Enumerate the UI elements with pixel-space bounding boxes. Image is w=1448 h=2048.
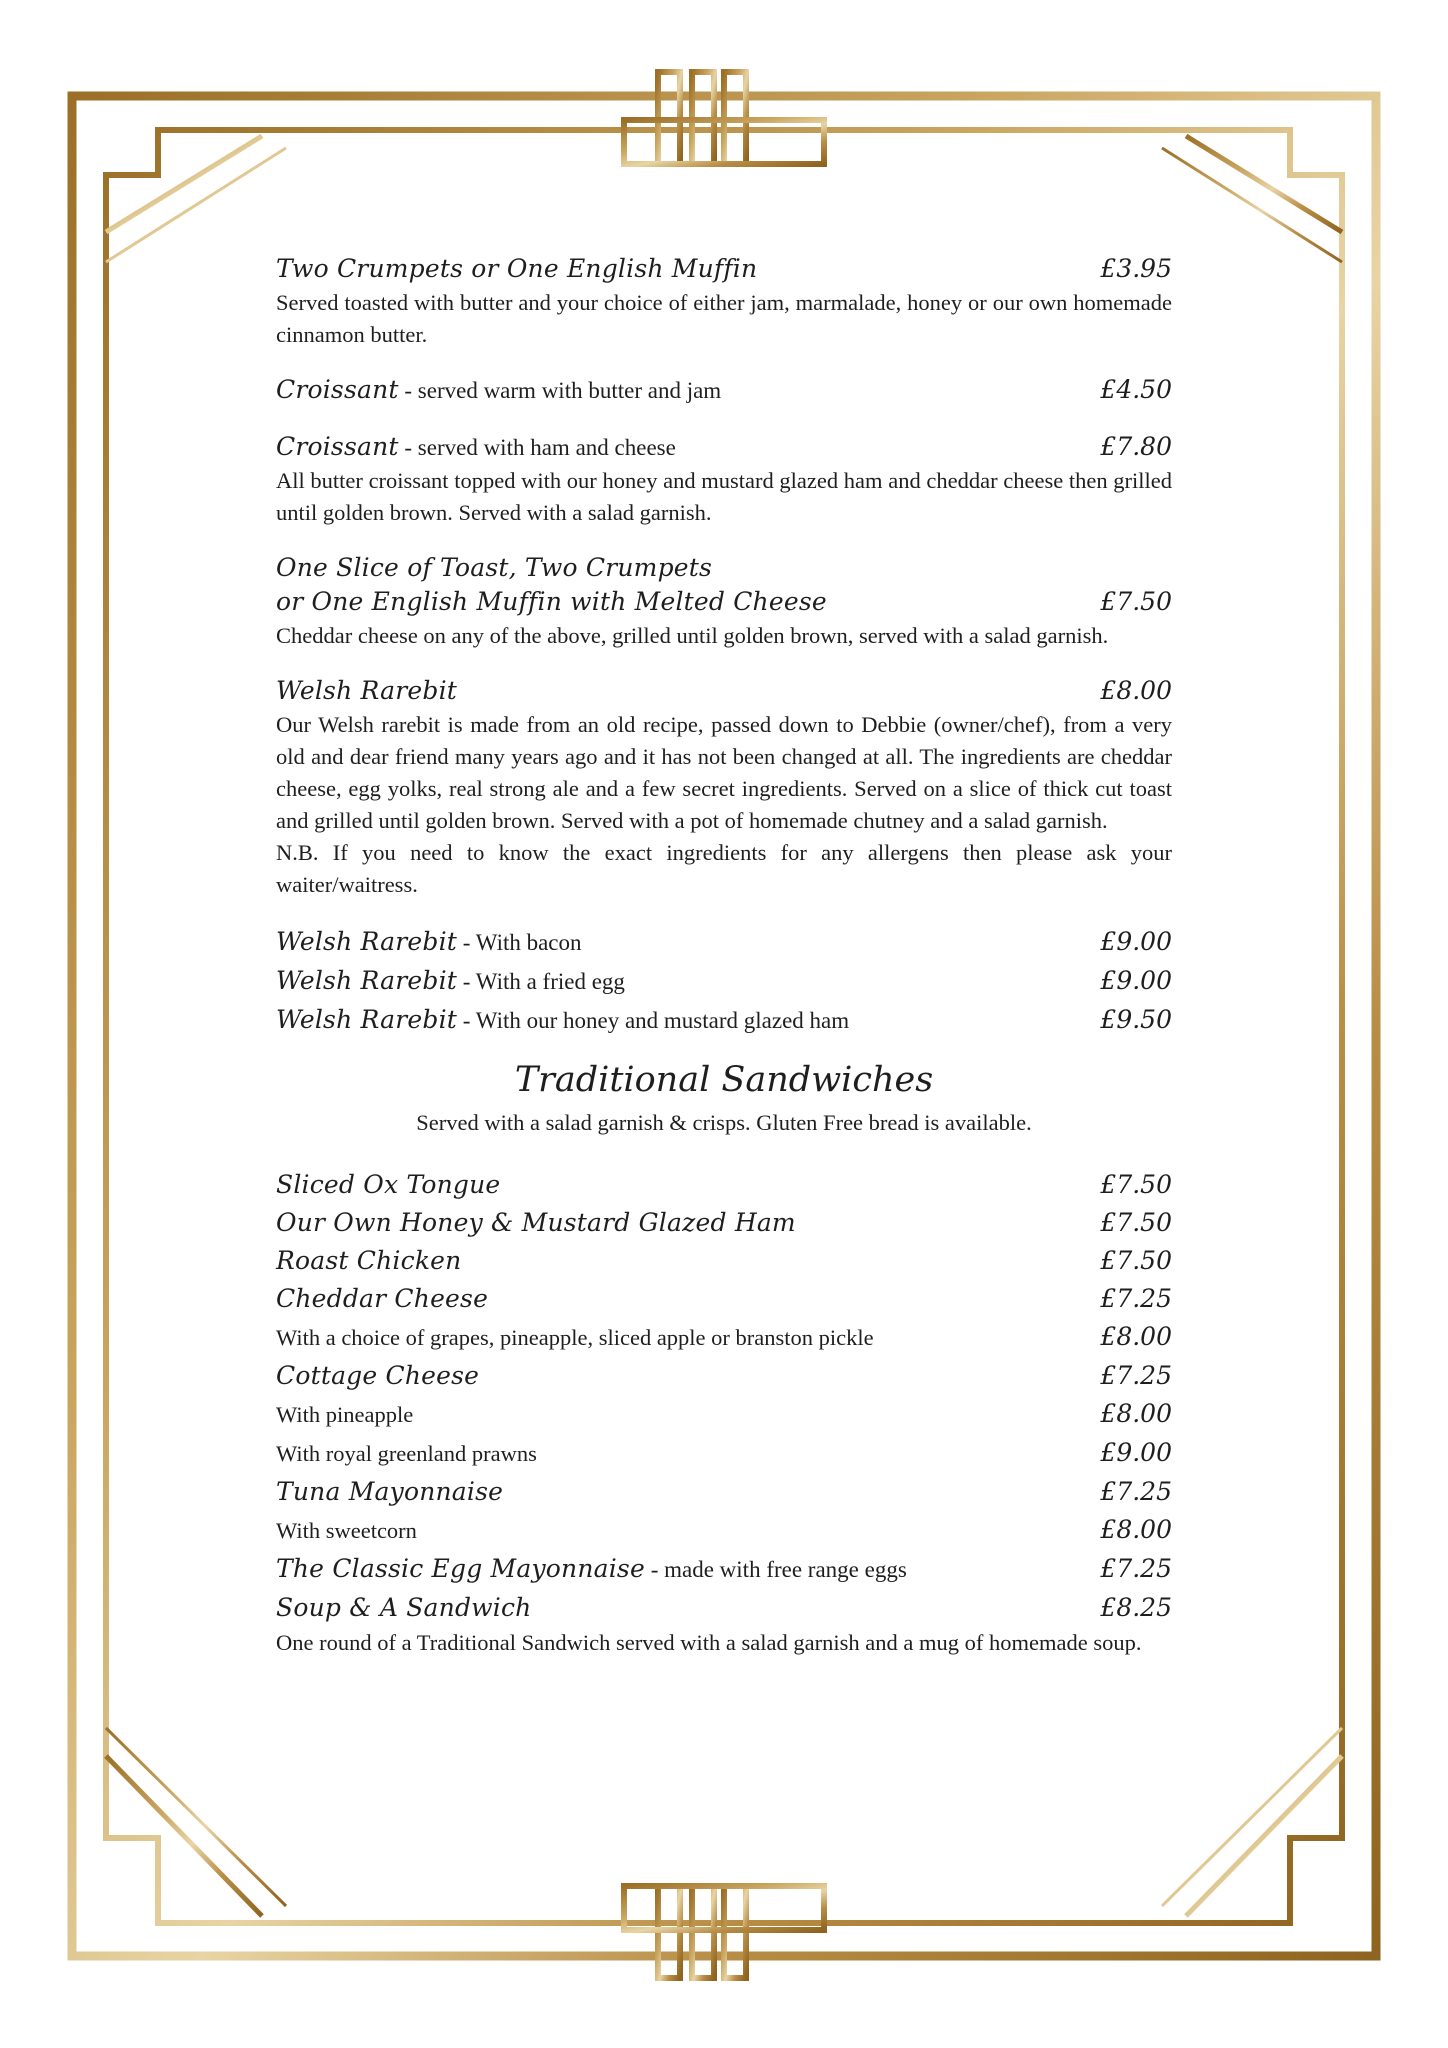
item-name: or One English Muffin with Melted Cheese <box>276 587 827 616</box>
item-name: Croissant <box>276 432 399 461</box>
list-item: Welsh Rarebit - With a fried egg £9.00 <box>276 966 1172 995</box>
menu-item <box>276 430 1172 529</box>
item-price: £4.50 <box>1100 375 1172 404</box>
item-name: Two Crumpets or One English Muffin <box>276 254 758 283</box>
list-item: Sliced Ox Tongue £7.50 <box>276 1170 1172 1199</box>
item-description: One round of a Traditional Sandwich served with a salad garnish and a mug of homemade soup. <box>276 1630 1142 1655</box>
sandwich-list <box>276 1166 1172 1659</box>
item-price: £7.50 <box>1100 587 1172 616</box>
list-item: Roast Chicken £7.50 <box>276 1246 1172 1275</box>
item-name: Croissant <box>276 375 399 404</box>
item-price: £7.80 <box>1100 432 1172 461</box>
item-subtitle: - served with ham and cheese <box>398 435 676 460</box>
list-item: Soup & A Sandwich £8.25 <box>276 1593 1172 1622</box>
menu-item <box>276 252 1172 351</box>
list-item: Tuna Mayonnaise £7.25 <box>276 1477 1172 1506</box>
list-item: Cottage Cheese £7.25 <box>276 1361 1172 1390</box>
allergen-note: N.B. If you need to know the exact ingredients for any allergens then please ask your waiter/waitress. <box>276 840 1172 897</box>
item-description: Our Welsh rarebit is made from an old recipe, passed down to Debbie (owner/chef), from a very old and dear friend many years ago and it has not been changed at all. The ingredients are cheddar cheese, egg yolks, real strong ale and a few secret ingredients. Served on a slice of thick cut toast and grilled until golden brown. Served with a pot of homemade chutney and a salad garnish. <box>276 712 1172 833</box>
list-item: With royal greenland prawns £9.00 <box>276 1438 1172 1467</box>
menu-page <box>276 252 1172 1659</box>
list-item: Welsh Rarebit - With our honey and mustard glazed ham £9.50 <box>276 1005 1172 1034</box>
list-item: Welsh Rarebit - With bacon £9.00 <box>276 927 1172 956</box>
list-item: With a choice of grapes, pineapple, sliced apple or branston pickle £8.00 <box>276 1322 1172 1351</box>
item-description: Served toasted with butter and your choice of either jam, marmalade, honey or our own homemade cinnamon butter. <box>276 290 1172 347</box>
menu-item <box>276 674 1172 901</box>
item-description: Cheddar cheese on any of the above, grilled until golden brown, served with a salad garnish. <box>276 623 1109 648</box>
section-intro: Served with a salad garnish & crisps. Gluten Free bread is available. <box>416 1110 1032 1135</box>
item-name-line1: One Slice of Toast, Two Crumpets <box>276 553 713 582</box>
item-subtitle: - served warm with butter and jam <box>398 378 722 403</box>
menu-item <box>276 373 1172 408</box>
item-name: Welsh Rarebit <box>276 676 458 705</box>
item-description: All butter croissant topped with our honey and mustard glazed ham and cheddar cheese then grilled until golden brown. Served with a salad garnish. <box>276 468 1172 525</box>
item-price: £3.95 <box>1100 254 1172 283</box>
list-item: Cheddar Cheese £7.25 <box>276 1284 1172 1313</box>
section-heading: Traditional Sandwiches <box>514 1060 934 1100</box>
list-item: Our Own Honey & Mustard Glazed Ham £7.50 <box>276 1208 1172 1237</box>
list-item: The Classic Egg Mayonnaise - made with free range eggs £7.25 <box>276 1554 1172 1583</box>
list-item: With sweetcorn £8.00 <box>276 1515 1172 1544</box>
item-price: £8.00 <box>1100 676 1172 705</box>
rarebit-variants <box>276 923 1172 1040</box>
list-item: With pineapple £8.00 <box>276 1399 1172 1428</box>
menu-item <box>276 551 1172 652</box>
